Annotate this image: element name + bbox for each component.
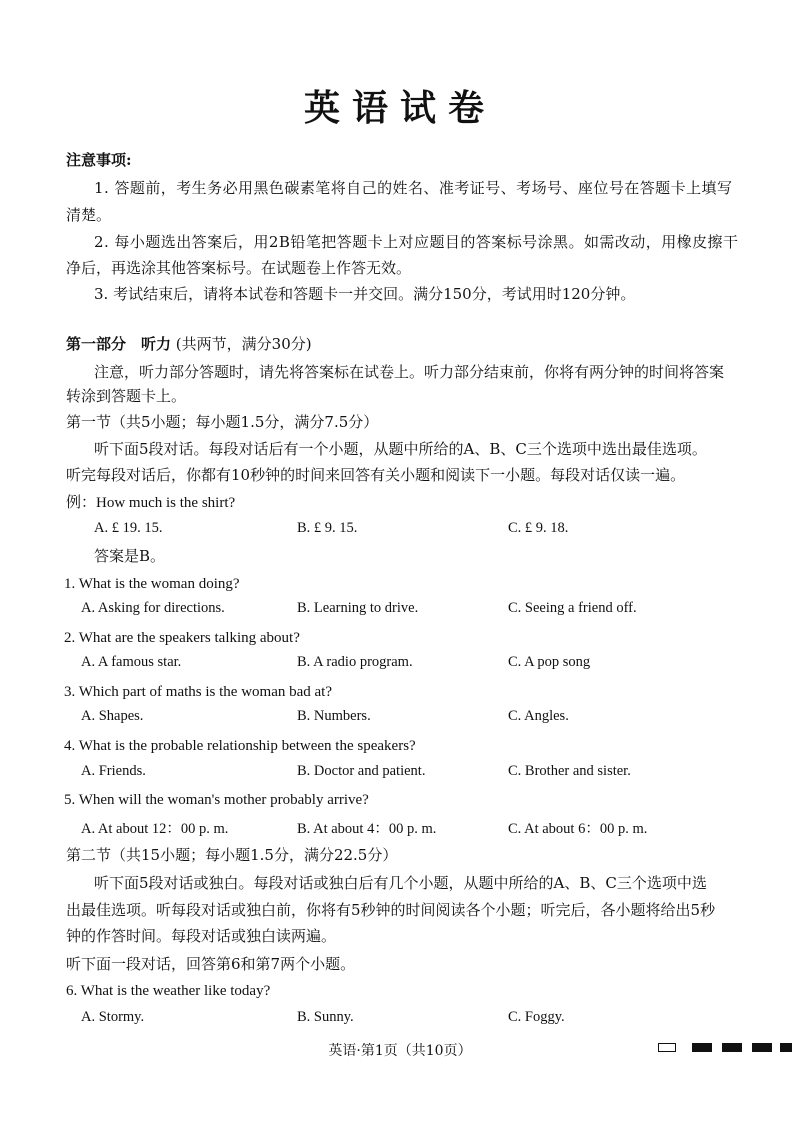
example-option-c: C. £ 9. 18. (508, 520, 569, 536)
registration-mark-hollow-icon (658, 1043, 676, 1052)
part1-heading (66, 334, 312, 354)
q4-option-b: B. Doctor and patient. (297, 763, 426, 779)
q2-option-a: A. A famous star. (81, 654, 182, 670)
q5-option-c: C. At about 6：00 p. m. (508, 821, 648, 837)
example-label: 例： (66, 493, 97, 511)
part1-intro-cont: 转涂到答题卡上。 (66, 387, 187, 405)
section2-instruction-end: 钟的作答时间。每段对话或独白读两遍。 (66, 927, 337, 945)
notice-item-1-cont: 清楚。 (66, 206, 112, 224)
registration-mark-icon (692, 1043, 712, 1052)
question-1: 1. What is the woman doing? (64, 576, 240, 592)
notice-item-2: 2. 每小题选出答案后，用2B铅笔把答题卡上对应题目的答案标号涂黑。如需改动，用橡皮擦干 (94, 233, 739, 251)
q6-option-c: C. Foggy. (508, 1009, 565, 1025)
example-question-text: How much is the shirt? (96, 495, 236, 511)
q5-option-a: A. At about 12：00 p. m. (81, 821, 229, 837)
question-2: 2. What are the speakers talking about? (64, 630, 300, 646)
q2-option-c: C. A pop song (508, 654, 591, 670)
example-option-b: B. £ 9. 15. (297, 520, 358, 536)
section2-instruction-cont: 出最佳选项。听每段对话或独白前，你将有5秒钟的时间阅读各个小题；听完后，各小题将给出5秒 (66, 901, 716, 919)
registration-mark-icon (722, 1043, 742, 1052)
q6-option-b: B. Sunny. (297, 1009, 354, 1025)
example-question (66, 492, 235, 513)
example-answer: 答案是B。 (94, 547, 166, 565)
question-6: 6. What is the weather like today? (66, 983, 271, 999)
q1-option-a: A. Asking for directions. (81, 600, 225, 616)
question-5: 5. When will the woman's mother probably arrive? (64, 792, 369, 808)
q1-option-c: C. Seeing a friend off. (508, 600, 637, 616)
notice-heading: 注意事项: (66, 151, 132, 169)
part1-heading-rest: (共两节，满分30分) (175, 335, 312, 353)
registration-mark-icon (752, 1043, 772, 1052)
example-option-a: A. £ 19. 15. (94, 520, 163, 536)
section1-instruction-cont: 听完每段对话后，你都有10秒钟的时间来回答有关小题和阅读下一小题。每段对话仅读一遍。 (66, 466, 686, 484)
q3-option-c: C. Angles. (508, 708, 569, 724)
q1-option-b: B. Learning to drive. (297, 600, 419, 616)
page-title: 英语试卷 (303, 87, 496, 129)
question-3: 3. Which part of maths is the woman bad at? (64, 684, 332, 700)
section2-subheading: 听下面一段对话，回答第6和第7两个小题。 (66, 955, 356, 973)
q4-option-c: C. Brother and sister. (508, 763, 631, 779)
q3-option-b: B. Numbers. (297, 708, 371, 724)
notice-item-2-cont: 净后，再选涂其他答案标号。在试题卷上作答无效。 (66, 259, 412, 277)
section1-instruction: 听下面5段对话。每段对话后有一个小题，从题中所给的A、B、C三个选项中选出最佳选项。 (94, 440, 707, 458)
notice-item-3: 3. 考试结束后，请将本试卷和答题卡一并交回。满分150分，考试用时120分钟。 (94, 285, 636, 303)
part1-intro: 注意，听力部分答题时，请先将答案标在试卷上。听力部分结束前，你将有两分钟的时间将答案 (94, 363, 725, 381)
q6-option-a: A. Stormy. (81, 1009, 145, 1025)
part1-heading-bold: 第一部分 听力 (66, 335, 172, 353)
section1-heading: 第一节（共5小题；每小题1.5分，满分7.5分） (66, 413, 379, 431)
q3-option-a: A. Shapes. (81, 708, 144, 724)
question-4: 4. What is the probable relationship between the speakers? (64, 738, 416, 754)
notice-item-1: 1. 答题前，考生务必用黑色碳素笔将自己的姓名、准考证号、考场号、座位号在答题卡上填写 (94, 179, 733, 197)
q4-option-a: A. Friends. (81, 763, 146, 779)
page-footer: 英语·第1页（共10页） (328, 1043, 472, 1059)
section2-instruction: 听下面5段对话或独白。每段对话或独白后有几个小题，从题中所给的A、B、C三个选项中选 (94, 874, 707, 892)
section2-heading: 第二节（共15小题；每小题1.5分，满分22.5分） (66, 846, 398, 864)
registration-mark-icon (780, 1043, 792, 1052)
q2-option-b: B. A radio program. (297, 654, 413, 670)
q5-option-b: B. At about 4：00 p. m. (297, 821, 437, 837)
